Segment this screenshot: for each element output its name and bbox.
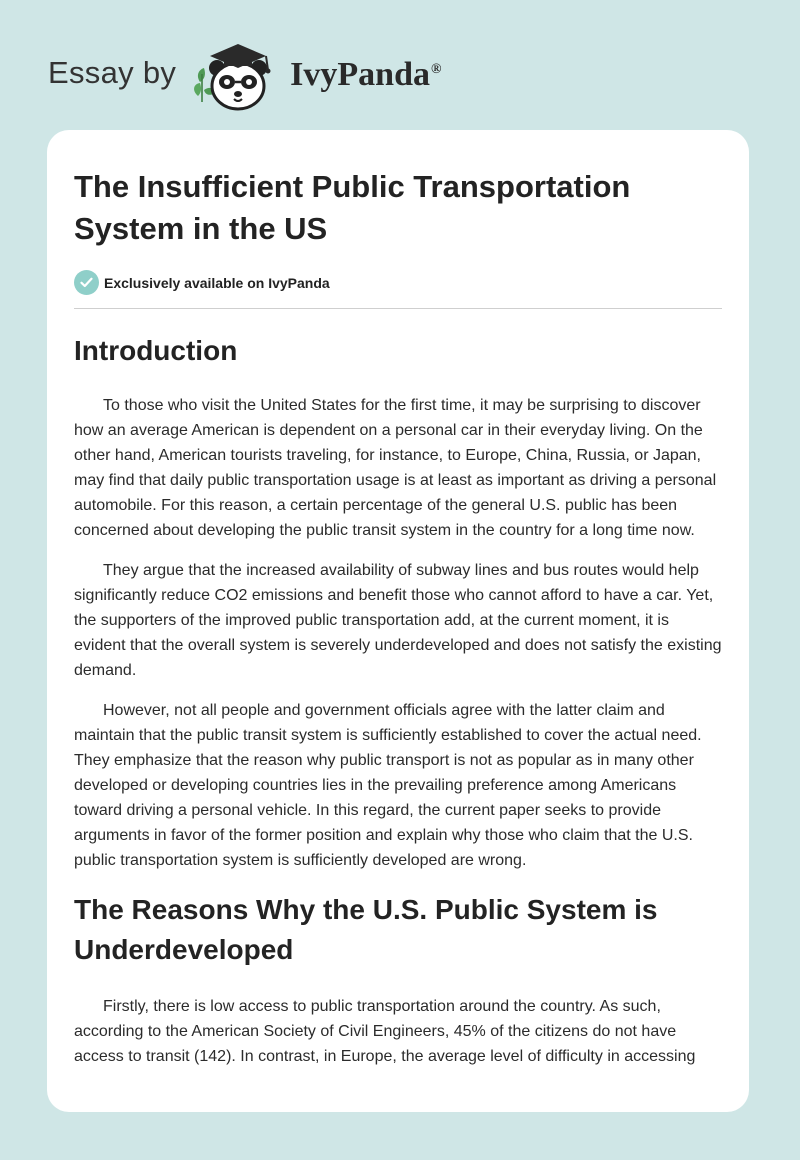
- divider: [74, 308, 722, 309]
- exclusive-badge: [74, 270, 722, 295]
- section-heading-reasons: The Reasons Why the U.S. Public System is Underdeveloped: [74, 894, 658, 965]
- check-circle-icon: [74, 270, 99, 295]
- section-heading-introduction: Introduction: [74, 335, 238, 366]
- paragraph: However, not all people and government officials agree with the latter claim and maintain that the public transit system is sufficiently established to cover the actual need. They emphasize that the reason why public transport is not as popular as in many other developed or developing countries lies in the prevailing preference among Americans toward driving a personal vehicle. In this regard, the current paper seeks to provide arguments in favor of the former position and explain why those who claim that the U.S. public transportation system is sufficiently developed are wrong.: [74, 702, 702, 869]
- brand-name[interactable]: [290, 56, 441, 94]
- paragraph: They argue that the increased availability of subway lines and bus routes would help significantly reduce CO2 emissions and benefit those who cannot afford to have a car. Yet, the supporters of the improved public transportation add, at the current moment, it is evident that the overall system is severely underdeveloped and does not satisfy the existing demand.: [74, 562, 722, 679]
- paragraph: To those who visit the United States for the first time, it may be surprising to discover how an average American is dependent on a personal car in their everyday living. On the other hand, American tourists traveling, for instance, to Europe, China, Russia, or Japan, may find that daily public transportation usage is at least as important as driving a personal automobile. For this reason, a certain percentage of the general U.S. public has been concerned about developing the public transit system in the country for a long time now.: [74, 397, 717, 539]
- paragraph: Firstly, there is low access to public transportation around the country. As such, according to the American Society of Civil Engineers, 45% of the citizens do not have access to transit (142). In contrast, in Europe, the average level of difficulty in accessing: [74, 998, 696, 1065]
- brand-prefix: Essay by: [48, 55, 177, 90]
- registered-mark: ®: [431, 61, 442, 77]
- essay-card: [47, 130, 749, 1112]
- essay-title: The Insufficient Public Transportation System in the US: [74, 169, 631, 246]
- panda-graduate-logo-icon[interactable]: [190, 36, 286, 116]
- brand-name-text: IvyPanda: [290, 56, 430, 93]
- badge-text: Exclusively available on IvyPanda: [104, 274, 330, 291]
- brand-header: [48, 36, 441, 116]
